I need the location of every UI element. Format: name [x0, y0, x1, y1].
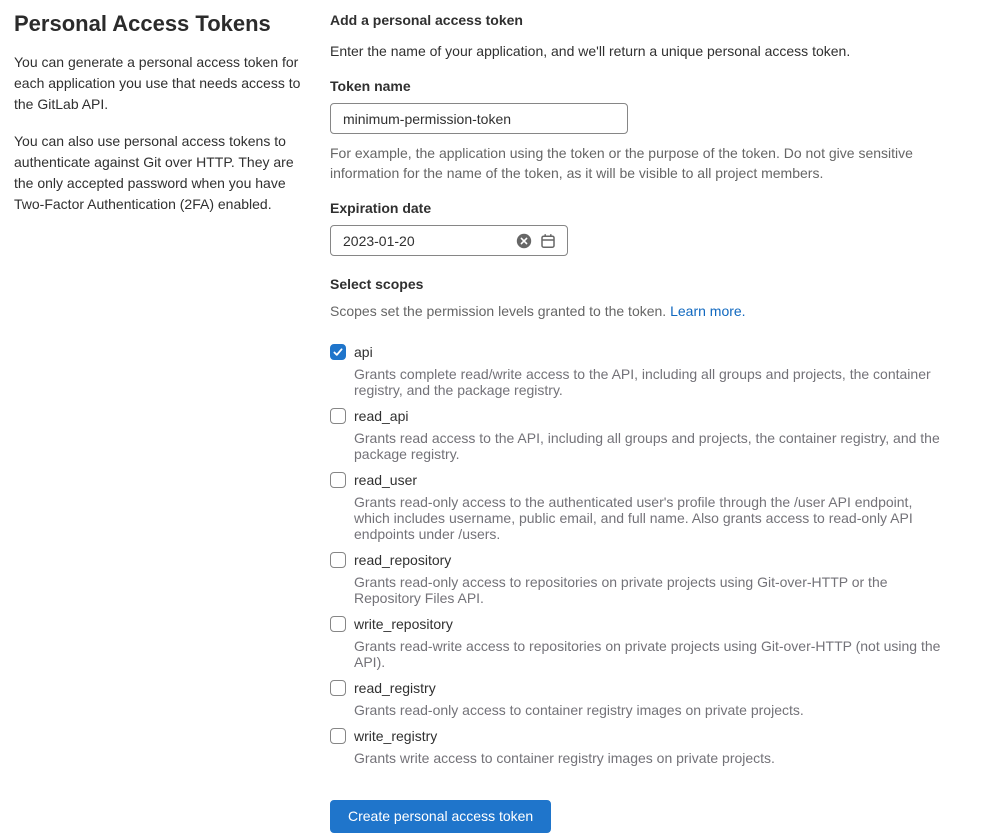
scope-row-write-registry	[330, 726, 950, 766]
form-section-description: Enter the name of your application, and we'll return a unique personal access token.	[330, 43, 851, 59]
scope-description: Grants write access to container registry images on private projects.	[354, 750, 775, 766]
scope-row-read-user	[330, 470, 950, 542]
scope-name[interactable]: write_registry	[354, 728, 438, 744]
scope-name[interactable]: api	[354, 344, 373, 360]
expiration-date-field-wrap	[330, 225, 568, 256]
scope-checkbox[interactable]	[330, 552, 346, 568]
scope-row-read-registry	[330, 678, 950, 718]
scope-checkbox[interactable]	[330, 472, 346, 488]
scope-name[interactable]: read_registry	[354, 680, 436, 696]
scope-name[interactable]: read_repository	[354, 552, 452, 568]
learn-more-link[interactable]: Learn more.	[670, 303, 746, 319]
scope-description: Grants read-only access to repositories on private projects using Git-over-HTTP or the Repository Files API.	[354, 574, 888, 606]
expiration-date-label: Expiration date	[330, 200, 432, 216]
token-name-input[interactable]	[343, 111, 618, 127]
scopes-description-text: Scopes set the permission levels granted to the token.	[330, 303, 667, 319]
scope-checkbox[interactable]	[330, 680, 346, 696]
scope-checkbox[interactable]	[330, 616, 346, 632]
scope-name[interactable]: read_api	[354, 408, 409, 424]
scope-description: Grants complete read/write access to the API, including all groups and projects, the container registry, and the package registry.	[354, 366, 931, 398]
scopes-description	[330, 301, 950, 322]
token-name-help: For example, the application using the token or the purpose of the token. Do not give sensitive information for the name of the token, as it will be visible to all project members.	[330, 145, 913, 181]
scope-row-read-api	[330, 406, 950, 462]
scope-name[interactable]: read_user	[354, 472, 418, 488]
select-scopes-label: Select scopes	[330, 276, 424, 292]
scope-name[interactable]: write_repository	[354, 616, 453, 632]
token-name-field-wrap	[330, 103, 628, 134]
scope-description: Grants read-write access to repositories on private projects using Git-over-HTTP (not using the API).	[354, 638, 941, 670]
create-token-button[interactable]: Create personal access token	[330, 800, 551, 833]
scope-checkbox[interactable]	[330, 728, 346, 744]
scope-checkbox[interactable]	[330, 344, 346, 360]
calendar-icon[interactable]	[538, 231, 558, 251]
intro-panel	[0, 11, 330, 833]
intro-paragraph-2: You can also use personal access tokens to authenticate against Git over HTTP. They are the only accepted password when you have Two-Factor Authentication (2FA) enabled.	[14, 133, 294, 212]
scope-row-read-repository	[330, 550, 950, 606]
scope-checkbox[interactable]	[330, 408, 346, 424]
scope-description: Grants read access to the API, including all groups and projects, the container registry, and the package registry.	[354, 430, 940, 462]
page-title: Personal Access Tokens	[14, 11, 271, 36]
form-section-title: Add a personal access token	[330, 12, 523, 28]
scope-row-write-repository	[330, 614, 950, 670]
expiration-date-input[interactable]	[343, 233, 514, 249]
scope-description: Grants read-only access to container registry images on private projects.	[354, 702, 804, 718]
intro-paragraph-1: You can generate a personal access token for each application you use that needs access to the GitLab API.	[14, 54, 301, 112]
scope-description: Grants read-only access to the authenticated user's profile through the /user API endpoint, which includes username, public email, and full name. Also grants access to read-only API endpoints under /users.	[354, 494, 913, 542]
scope-row-api	[330, 342, 950, 398]
clear-date-icon[interactable]	[514, 231, 534, 251]
check-icon	[332, 346, 344, 358]
token-form	[330, 11, 950, 833]
token-name-label: Token name	[330, 78, 411, 94]
